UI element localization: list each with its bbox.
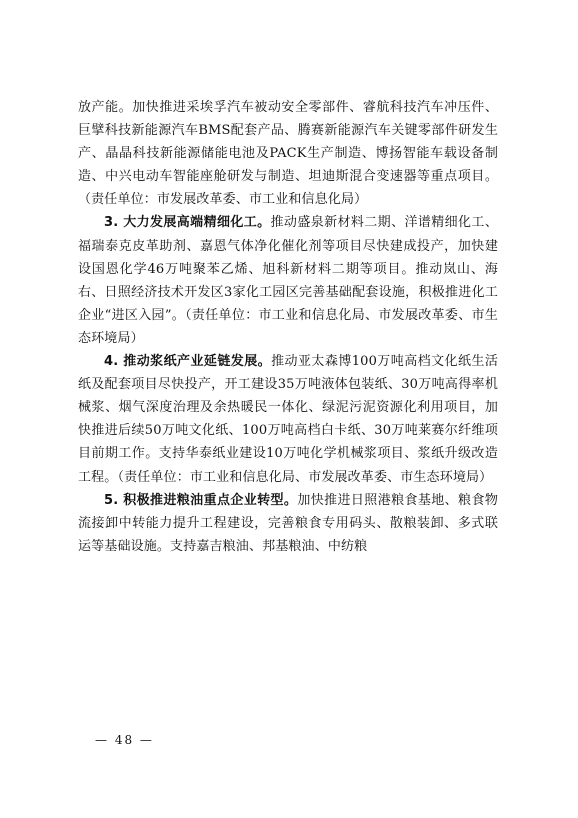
paragraph-1 [78, 96, 498, 211]
paragraph-3-text: 推动亚太森博100万吨高档文化纸生活纸及配套项目尽快投产，开工建设35万吨液体包装纸、30万吨高得率机械浆、烟气深度治理及余热暖民一体化、绿泥污泥资源化利用项目，加快推进后续50万吨文化纸、100万吨高档白卡纸、30万吨莱赛尔纤维项目前期工作。支持华泰纸业建设10万吨化学机械浆项目、浆纸升级改造工程。（责任单位：市工业和信息化局、市发展改革委、市生态环境局） [78, 354, 498, 485]
paragraph-2-heading: 3. 大力发展高端精细化工。 [104, 215, 271, 231]
paragraph-4-heading: 5. 积极推进粮油重点企业转型。 [104, 492, 298, 508]
body-text [78, 96, 498, 558]
paragraph-2-text: 推动盛泉新材料二期、洋谱精细化工、福瑞泰克皮革助剂、嘉恩气体净化催化剂等项目尽快建成投产，加快建设国恩化学46万吨聚苯乙烯、旭科新材料二期等项目。推动岚山、海右、日照经济技术开发区3家化工园区完善基础配套设施，积极推进化工企业“进区入园”。（责任单位：市工业和信息化局、市发展改革委、市生态环境局） [78, 215, 498, 346]
page-number: — 48 — [95, 733, 154, 747]
paragraph-2 [78, 211, 498, 350]
paragraph-3-heading: 4. 推动浆纸产业延链发展。 [104, 354, 272, 370]
paragraph-4-text: 加快推进日照港粮食基地、粮食物流接卸中转能力提升工程建设，完善粮食专用码头、散粮装卸、多式联运等基础设施。支持嘉吉粮油、邦基粮油、中纺粮 [78, 492, 498, 554]
paragraph-3 [78, 350, 498, 489]
paragraph-1-text: 放产能。加快推进采埃孚汽车被动安全零部件、睿航科技汽车冲压件、巨擘科技新能源汽车BMS配套产品、腾赛新能源汽车关键零部件研发生产、晶晶科技新能源储能电池及PACK生产制造、博扬智能车载设备制造、中兴电动车智能座舱研发与制造、坦迪斯混合变速器等重点项目。（责任单位：市发展改革委、市工业和信息化局） [78, 100, 498, 208]
paragraph-4 [78, 489, 498, 558]
